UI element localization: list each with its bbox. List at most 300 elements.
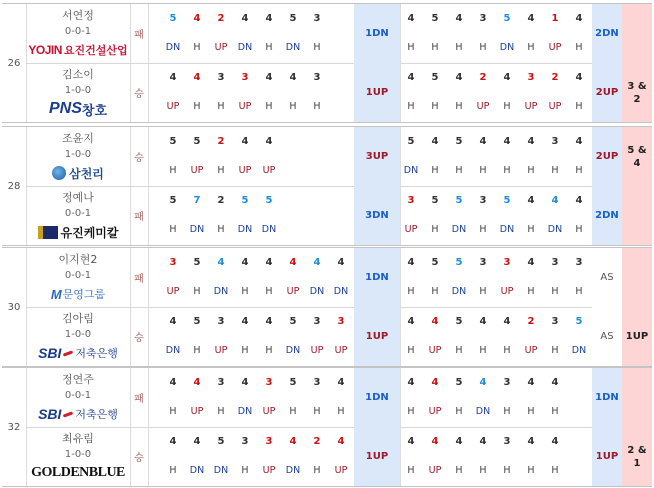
hole-status: H — [575, 223, 583, 235]
hole-score: 3 — [337, 315, 345, 327]
sponsor-logo-sbi — [21, 343, 135, 363]
hole-score: 4 — [169, 71, 177, 83]
hole-status: UP — [500, 285, 514, 297]
hole-score: 2 — [479, 71, 487, 83]
hole-status: DN — [285, 344, 301, 356]
hole-status: DN — [237, 405, 253, 417]
match-result: 패 — [134, 274, 144, 285]
hole-status: H — [407, 41, 415, 53]
hole-score: 5 — [193, 135, 201, 147]
hole-status: H — [407, 285, 415, 297]
hole-score — [329, 131, 353, 151]
hole-score — [305, 131, 329, 151]
hole-score: 4 — [479, 315, 487, 327]
hole-status: UP — [286, 285, 300, 297]
hole-score: 4 — [241, 376, 249, 388]
hole-status: DN — [285, 41, 301, 53]
hole-status: H — [313, 464, 321, 476]
hole-score: 4 — [193, 376, 201, 388]
hole-score: 4 — [407, 256, 415, 268]
sponsor-logo-yojin — [21, 40, 135, 60]
hole-status: H — [337, 405, 345, 417]
player-record: 0-0-1 — [64, 269, 92, 281]
hole-score: 2 — [527, 315, 535, 327]
hole-status: DN — [165, 41, 181, 53]
hole-status: H — [289, 100, 297, 112]
hole-status: H — [407, 464, 415, 476]
hole-status: H — [503, 164, 511, 176]
back-nine-total: 2UP — [592, 127, 622, 186]
hole-score: 3 — [479, 256, 487, 268]
hole-status: H — [527, 223, 535, 235]
back-nine-total: 2DN — [592, 186, 622, 245]
hole-status: DN — [451, 285, 467, 297]
hole-status: H — [455, 164, 463, 176]
hole-status: DN — [261, 223, 277, 235]
final-result: 3 & 2 — [622, 63, 652, 122]
player-record: 1-0-0 — [64, 148, 92, 160]
hole-status: H — [217, 223, 225, 235]
match-number: 32 — [7, 421, 21, 433]
hole-status: H — [455, 464, 463, 476]
hole-score: 4 — [551, 194, 559, 206]
hole-status: DN — [189, 223, 205, 235]
hole-status: UP — [524, 344, 538, 356]
hole-status: H — [455, 100, 463, 112]
hole-status: DN — [475, 405, 491, 417]
hole-status: UP — [334, 344, 348, 356]
hole-score: 3 — [479, 12, 487, 24]
hole-score: 4 — [527, 12, 535, 24]
hole-score: 4 — [575, 71, 583, 83]
hole-status: H — [407, 100, 415, 112]
sponsor-logo-text: PNS — [48, 100, 82, 117]
hole-status: H — [527, 285, 535, 297]
match-group — [2, 126, 652, 246]
hole-status: H — [169, 464, 177, 476]
hole-status: H — [265, 100, 273, 112]
hole-score: 5 — [431, 12, 439, 24]
player-name: 최유림 — [62, 432, 94, 445]
player-record: 0-0-1 — [64, 25, 92, 37]
hole-status: H — [431, 285, 439, 297]
hole-status: DN — [213, 464, 229, 476]
hole-score: 4 — [407, 435, 415, 447]
hole-score: 3 — [169, 256, 177, 268]
final-result — [622, 186, 652, 245]
hole-score: 5 — [265, 194, 273, 206]
hole-score: 5 — [169, 12, 177, 24]
hole-status: UP — [310, 344, 324, 356]
hole-score: 4 — [503, 71, 511, 83]
player-name: 서연정 — [62, 9, 94, 22]
hole-status: DN — [333, 285, 349, 297]
hole-score: 5 — [455, 194, 463, 206]
match-group — [2, 247, 652, 367]
back-nine-total: 1DN — [592, 368, 622, 427]
match-number: 28 — [7, 180, 21, 192]
hole-status — [281, 219, 305, 239]
hole-score: 4 — [527, 135, 535, 147]
front-nine-total: 1UP — [354, 307, 400, 366]
hole-status: H — [551, 164, 559, 176]
sponsor-logo-yujin — [21, 222, 135, 242]
hole-status: DN — [547, 223, 563, 235]
hole-score: 5 — [455, 135, 463, 147]
match-number: 26 — [7, 57, 21, 69]
sponsor-logo-text: 저축은행 — [75, 408, 118, 421]
hole-score: 3 — [503, 256, 511, 268]
hole-score: 3 — [551, 135, 559, 147]
back-nine-total: 1UP — [592, 427, 622, 486]
match-result: 패 — [134, 394, 144, 405]
hole-status: H — [265, 41, 273, 53]
sponsor-logo-text: 창호 — [81, 103, 108, 119]
hole-score: 4 — [407, 376, 415, 388]
hole-score: 4 — [431, 315, 439, 327]
hole-score: 4 — [479, 435, 487, 447]
hole-score: 2 — [217, 135, 225, 147]
hole-status: H — [527, 405, 535, 417]
hole-score: 4 — [265, 256, 273, 268]
back-nine-total: AS — [592, 248, 622, 307]
hole-score: 4 — [337, 435, 345, 447]
sponsor-logo-golden — [21, 463, 135, 483]
hole-score: 4 — [241, 12, 249, 24]
hole-status: H — [455, 41, 463, 53]
hole-score: 3 — [503, 376, 511, 388]
front-nine-total: 1DN — [354, 4, 400, 63]
hole-status — [567, 401, 591, 421]
hole-score: 4 — [527, 376, 535, 388]
hole-score: 4 — [455, 12, 463, 24]
hole-status: H — [503, 405, 511, 417]
player-record: 0-0-1 — [64, 207, 92, 219]
front-nine-total: 1UP — [354, 63, 400, 122]
hole-status: UP — [404, 223, 418, 235]
hole-score: 2 — [217, 194, 225, 206]
hole-status: DN — [499, 223, 515, 235]
hole-status: UP — [262, 164, 276, 176]
hole-score — [281, 131, 305, 151]
hole-status: H — [193, 344, 201, 356]
hole-score: 5 — [455, 376, 463, 388]
hole-status: H — [241, 464, 249, 476]
hole-status: H — [431, 164, 439, 176]
player-record: 1-0-0 — [64, 448, 92, 460]
hole-status — [305, 160, 329, 180]
hole-status: DN — [237, 223, 253, 235]
hole-status: UP — [214, 41, 228, 53]
hole-status — [281, 160, 305, 180]
hole-status: DN — [165, 344, 181, 356]
hole-status: H — [503, 464, 511, 476]
hole-status: H — [407, 405, 415, 417]
hole-score: 4 — [337, 376, 345, 388]
hole-status: H — [217, 405, 225, 417]
front-nine-total: 1DN — [354, 248, 400, 307]
sponsor-logo-text: YOJIN — [28, 43, 62, 57]
hole-score: 4 — [455, 71, 463, 83]
hole-score: 3 — [313, 12, 321, 24]
hole-status: UP — [262, 464, 276, 476]
hole-status: DN — [237, 41, 253, 53]
hole-status: UP — [428, 464, 442, 476]
hole-score: 4 — [551, 435, 559, 447]
hole-score: 4 — [289, 256, 297, 268]
sponsor-logo-text: SBI — [38, 345, 62, 361]
hole-status: DN — [213, 285, 229, 297]
hole-status: UP — [524, 100, 538, 112]
hole-status: DN — [403, 164, 419, 176]
hole-score — [329, 8, 353, 28]
hole-status: DN — [309, 285, 325, 297]
hole-score: 3 — [217, 315, 225, 327]
hole-score: 2 — [217, 12, 225, 24]
back-nine-total: AS — [592, 307, 622, 366]
hole-score: 3 — [241, 435, 249, 447]
hole-status: UP — [262, 405, 276, 417]
hole-status: H — [479, 285, 487, 297]
samchully-globe-icon — [52, 166, 66, 180]
player-record: 1-0-0 — [64, 328, 92, 340]
sponsor-logo-text: SBI — [38, 406, 62, 422]
hole-status: UP — [428, 344, 442, 356]
hole-score: 3 — [313, 315, 321, 327]
hole-score: 4 — [241, 256, 249, 268]
sponsor-logo-text: 요진건설산업 — [63, 44, 128, 57]
sponsor-logo-samchully — [21, 163, 135, 183]
hole-status: DN — [285, 464, 301, 476]
back-nine-total: 2DN — [592, 4, 622, 63]
hole-score: 4 — [217, 256, 225, 268]
hole-score — [567, 431, 591, 451]
hole-status: UP — [334, 464, 348, 476]
match-result: 승 — [134, 153, 144, 164]
hole-score: 4 — [527, 194, 535, 206]
hole-score: 5 — [169, 194, 177, 206]
hole-score: 4 — [407, 315, 415, 327]
match-result: 승 — [134, 89, 144, 100]
hole-status: H — [217, 100, 225, 112]
hole-status: H — [479, 164, 487, 176]
hole-score: 5 — [289, 315, 297, 327]
hole-status: H — [575, 164, 583, 176]
hole-status: UP — [166, 100, 180, 112]
hole-status: UP — [190, 164, 204, 176]
hole-score: 3 — [551, 315, 559, 327]
yujin-emblem-icon — [38, 226, 58, 239]
hole-score: 3 — [217, 71, 225, 83]
player-separator — [26, 427, 652, 428]
player-name: 김소이 — [62, 68, 94, 81]
hole-status: UP — [238, 164, 252, 176]
hole-score: 5 — [431, 256, 439, 268]
player-name: 이지현2 — [58, 253, 98, 266]
hole-status: H — [527, 41, 535, 53]
hole-status: DN — [499, 41, 515, 53]
match-group — [2, 367, 652, 487]
hole-score: 3 — [241, 71, 249, 83]
player-separator — [26, 186, 652, 187]
player-name: 김아림 — [62, 312, 94, 325]
match-group — [2, 3, 652, 123]
hole-score: 4 — [265, 12, 273, 24]
hole-status: H — [455, 344, 463, 356]
sbi-swoosh-icon — [63, 411, 73, 417]
hole-score: 4 — [479, 135, 487, 147]
hole-status: H — [503, 344, 511, 356]
hole-score: 5 — [241, 194, 249, 206]
hole-score: 5 — [169, 135, 177, 147]
hole-status: H — [551, 405, 559, 417]
hole-status: H — [575, 100, 583, 112]
player-name: 정예나 — [62, 191, 94, 204]
hole-score: 3 — [217, 376, 225, 388]
hole-score: 4 — [527, 435, 535, 447]
hole-status: UP — [166, 285, 180, 297]
hole-status: H — [551, 285, 559, 297]
hole-status: H — [431, 41, 439, 53]
hole-status: UP — [428, 405, 442, 417]
hole-score: 5 — [431, 71, 439, 83]
hole-score: 4 — [527, 256, 535, 268]
hole-status: H — [313, 41, 321, 53]
hole-score: 5 — [455, 256, 463, 268]
hole-score: 4 — [289, 71, 297, 83]
match-result: 패 — [134, 212, 144, 223]
hole-status: H — [503, 100, 511, 112]
hole-score: 3 — [265, 376, 273, 388]
hole-score: 4 — [265, 71, 273, 83]
hole-score — [305, 190, 329, 210]
sponsor-logo-pns — [21, 99, 135, 119]
hole-status: UP — [548, 100, 562, 112]
final-result: 1UP — [622, 307, 652, 366]
hole-score: 3 — [503, 435, 511, 447]
hole-score: 3 — [313, 376, 321, 388]
hole-score: 3 — [551, 256, 559, 268]
hole-status: DN — [571, 344, 587, 356]
hole-score — [329, 190, 353, 210]
final-result — [622, 4, 652, 63]
match-number: 30 — [7, 301, 21, 313]
hole-score: 4 — [503, 135, 511, 147]
hole-score: 4 — [431, 435, 439, 447]
hole-score: 5 — [407, 135, 415, 147]
hole-score: 5 — [289, 376, 297, 388]
hole-score: 4 — [575, 12, 583, 24]
hole-score: 4 — [193, 435, 201, 447]
hole-status — [329, 37, 353, 57]
hole-status — [305, 219, 329, 239]
sponsor-logo-text: GOLDENBLUE — [31, 465, 125, 480]
hole-status: H — [169, 223, 177, 235]
back-nine-total: 2UP — [592, 63, 622, 122]
hole-status — [329, 96, 353, 116]
hole-status: H — [313, 405, 321, 417]
hole-score: 4 — [407, 12, 415, 24]
player-name: 조윤지 — [62, 132, 94, 145]
hole-status — [329, 160, 353, 180]
hole-score: 4 — [241, 135, 249, 147]
hole-status: UP — [190, 405, 204, 417]
hole-score: 2 — [551, 71, 559, 83]
sponsor-logo-text: 삼천리 — [69, 166, 104, 181]
hole-score: 4 — [575, 135, 583, 147]
hole-status: H — [431, 223, 439, 235]
hole-score: 3 — [265, 435, 273, 447]
match-result: 패 — [134, 30, 144, 41]
match-result: 승 — [134, 453, 144, 464]
final-result — [622, 368, 652, 427]
hole-status: H — [551, 464, 559, 476]
hole-score: 4 — [431, 376, 439, 388]
hole-score: 4 — [455, 435, 463, 447]
hole-score: 4 — [265, 135, 273, 147]
hole-status: H — [169, 164, 177, 176]
hole-status: H — [289, 405, 297, 417]
hole-status: H — [551, 344, 559, 356]
hole-score: 2 — [313, 435, 321, 447]
hole-score: 1 — [551, 12, 559, 24]
hole-status: H — [479, 344, 487, 356]
hole-score: 4 — [407, 71, 415, 83]
hole-score: 5 — [431, 194, 439, 206]
sbi-swoosh-icon — [63, 350, 73, 356]
hole-status: DN — [189, 464, 205, 476]
hole-score: 3 — [575, 256, 583, 268]
hole-score — [567, 372, 591, 392]
hole-score: 5 — [217, 435, 225, 447]
hole-score — [281, 190, 305, 210]
hole-score: 4 — [193, 71, 201, 83]
player-record: 0-0-1 — [64, 389, 92, 401]
hole-status: H — [527, 464, 535, 476]
hole-status: H — [193, 285, 201, 297]
hole-score: 4 — [337, 256, 345, 268]
front-nine-total: 1DN — [354, 368, 400, 427]
hole-status: H — [407, 344, 415, 356]
hole-status: H — [217, 164, 225, 176]
hole-score: 4 — [313, 256, 321, 268]
final-result — [622, 248, 652, 307]
hole-status: H — [241, 344, 249, 356]
hole-status: H — [169, 405, 177, 417]
front-nine-total: 3DN — [354, 186, 400, 245]
player-separator — [26, 307, 652, 308]
hole-status: H — [193, 41, 201, 53]
hole-score: 5 — [193, 256, 201, 268]
hole-status: DN — [451, 223, 467, 235]
hole-status: H — [479, 41, 487, 53]
hole-status — [567, 460, 591, 480]
hole-status: H — [455, 405, 463, 417]
hole-score: 4 — [265, 315, 273, 327]
final-result: 2 & 1 — [622, 427, 652, 486]
hole-score: 4 — [241, 315, 249, 327]
hole-status: H — [193, 100, 201, 112]
hole-score: 5 — [503, 194, 511, 206]
hole-status: H — [479, 464, 487, 476]
sponsor-logo-text: 유진케미칼 — [60, 225, 119, 240]
hole-score: 4 — [193, 12, 201, 24]
sponsor-logo-text: 저축은행 — [75, 347, 118, 360]
hole-status: UP — [238, 100, 252, 112]
hole-status: H — [313, 100, 321, 112]
hole-score: 4 — [289, 435, 297, 447]
hole-status: H — [527, 164, 535, 176]
